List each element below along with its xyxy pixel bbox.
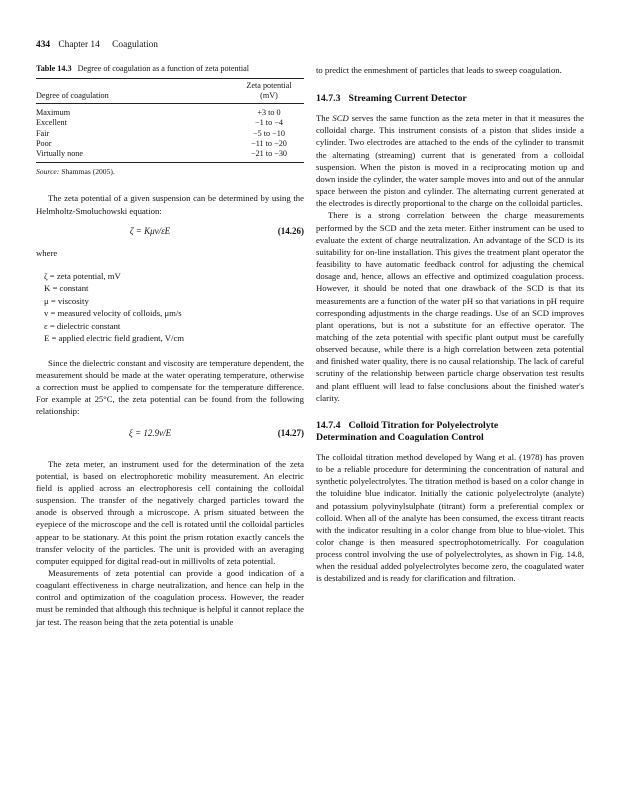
section-heading-14-7-4 — [316, 420, 584, 444]
scd-abbreviation: SCD — [332, 113, 349, 124]
paragraph: The colloidal titration method developed by Wang et al. (1978) has proven to be a reliable procedure for determining the concentration of natural and synthetic polyelectrolytes. The titration method is based on a color change in the toluidine blue indicator. Initially the cationic polyelectrolyte (analyte) and potassium polyvinylsulphate (titrant) form a preferential complex or colloid. When all of the analyte has been consumed, the excess titrant reacts with the indicator resulting in a color change from blue to blue-violet. This color change is then measured spectrophotometrically. For coagulation process control involving the use of polyelectrolytes, as shown in Fig. 14.8, when the residual added polyelectrolytes become zero, the coagulated water is destabilized and is ready for clarification and filtration. — [316, 451, 584, 584]
cell-zeta: −1 to −4 — [255, 118, 283, 128]
page-header — [36, 40, 158, 50]
equation-expression: ζ = Kμv/εE — [129, 225, 171, 236]
variable-list — [36, 270, 304, 345]
variable-definition: K = constant — [44, 283, 89, 294]
table-caption — [36, 64, 304, 73]
source-label: Source: — [36, 167, 60, 177]
zeta-table — [36, 78, 304, 163]
equation-14-26 — [36, 226, 304, 240]
equation-number: (14.26) — [277, 225, 304, 236]
right-column — [316, 64, 584, 585]
cell-zeta: −21 to −30 — [234, 149, 304, 163]
where-label: where — [36, 247, 58, 258]
chapter-label: Chapter 14 — [58, 40, 100, 50]
paragraph: The zeta meter, an instrument used for the determination of the zeta potential, is based on electrophoretic mobility measurement. An electric field is applied across an electrophoresis cell containing the colloidal suspension. The transfer of the negatively charged particles toward the anode is observed through a microscope. A prism situated between the eyepiece of the microscope and the cell is rotated until the colloidal particles appear to be stationary. At this point the prism rotation exactly cancels the transfer velocity of the particles. The unit is provided with an averaging computer equipped for digital read-out in millivolts of zeta potential. — [36, 458, 304, 566]
paragraph: Measurements of zeta potential can provide a good indication of a coagulant effectiveness in charge neutralization, and hence can help in the control and optimization of the coagulation process. However, the reader must be reminded that although this technique is helpful it cannot replace the jar test. The reason being that the zeta potential is unable — [36, 567, 304, 627]
table-source — [36, 167, 304, 176]
left-column — [36, 64, 304, 628]
cell-zeta: +3 to 0 — [257, 108, 281, 117]
variable-definition: v = measured velocity of colloids, μm/s — [44, 308, 182, 319]
chapter-title: Coagulation — [112, 40, 158, 50]
cell-zeta: −5 to −10 — [253, 128, 285, 138]
variable-definition: ε = dielectric constant — [44, 320, 121, 331]
cell-degree: Excellent — [36, 118, 67, 128]
cell-degree: Fair — [36, 128, 50, 138]
table-header-row — [36, 79, 304, 104]
section-number: 14.7.3 — [316, 93, 341, 105]
paragraph: The SCD serves the same function as the zeta meter in that it measures the colloidal charge. This instrument consists of a piston that slides inside a cylinder. Two electrodes are attached to the ends of the cylinder to transmit the alternating (streaming) current that is generated from a colloidal suspension. When the piston is moved in a reciprocating motion up and down inside the cylinder, the water sample moves into and out of the annular space between the piston and cylinder. The alternating current generated at the electrodes is directly proportional to the charge on the colloidal particles. — [316, 113, 585, 209]
variable-definition: ζ = zeta potential, mV — [44, 270, 121, 281]
paragraph: There is a strong correlation between the charge measurements performed by the SCD and the zeta meter. Either instrument can be used to evaluate the extent of charge neutralization. An advantage of the SCD is its suitability for on-line installation. This gives the treatment plant operator the feasibility to have automatic feedback control for adjusting the chemical dosage and, hence, allows an effective and optimized coagulation process. However, it should be noted that one drawback of the SCD is that its measurements are a function of the water pH so that variations in pH require corresponding adjustments in the charge readings. Use of an SCD improves plant operations, but is not a substitute for an effective operator. The matching of the zeta potential with specific plant output must be carefully observed because, while there is a high correlation between zeta potential and finished water quality, there is no causal relationship. The lack of careful scrutiny of the relationship between particle charge observation test results and plant effluent will lead to false conclusions about the finished water's clarity. — [316, 210, 584, 403]
variable-definition: E = applied electric field gradient, V/cm — [44, 333, 185, 344]
cell-degree: Maximum — [36, 108, 71, 117]
cell-degree: Virtually none — [36, 149, 234, 163]
variable-definition: μ = viscosity — [44, 295, 89, 306]
paragraph: to predict the enmeshment of particles that leads to sweep coagulation. — [316, 65, 562, 75]
equation-expression: ξ = 12.9v/E — [128, 427, 172, 438]
section-title: Streaming Current Detector — [348, 93, 467, 105]
table-caption-text: Degree of coagulation as a function of zeta potential — [77, 64, 250, 73]
equation-14-27 — [36, 428, 304, 442]
paragraph: The zeta potential of a given suspension can be determined by using the Helmholtz-Smoluchowski equation: — [36, 193, 304, 216]
equation-number: (14.27) — [277, 427, 304, 438]
table-row — [36, 149, 304, 163]
section-heading-14-7-3 — [316, 93, 584, 105]
paragraph: Since the dielectric constant and viscosity are temperature dependent, the measurement should be made at the water operating temperature, otherwise a correction must be applied to compensate for the temperature difference. For example at 25°C, the zeta potential can be found from the following relationship: — [36, 357, 304, 417]
section-number: 14.7.4 — [316, 419, 341, 431]
cell-zeta: −11 to −20 — [251, 138, 287, 148]
section-title-cont: Determination and Coagulation Control — [316, 431, 484, 443]
cell-degree: Poor — [36, 138, 52, 148]
page-number: 434 — [36, 40, 51, 50]
col-header-degree: Degree of coagulation — [36, 91, 109, 100]
table-row — [36, 139, 304, 149]
table-row — [36, 129, 304, 139]
source-text: Shammas (2005). — [59, 167, 115, 177]
table-row — [36, 104, 304, 119]
table-label: Table 14.3 — [36, 64, 72, 73]
table-row — [36, 118, 304, 128]
section-title: Colloid Titration for Polyelectrolyte — [348, 419, 499, 431]
col-header-zeta: Zeta potential (mV) — [246, 81, 292, 100]
